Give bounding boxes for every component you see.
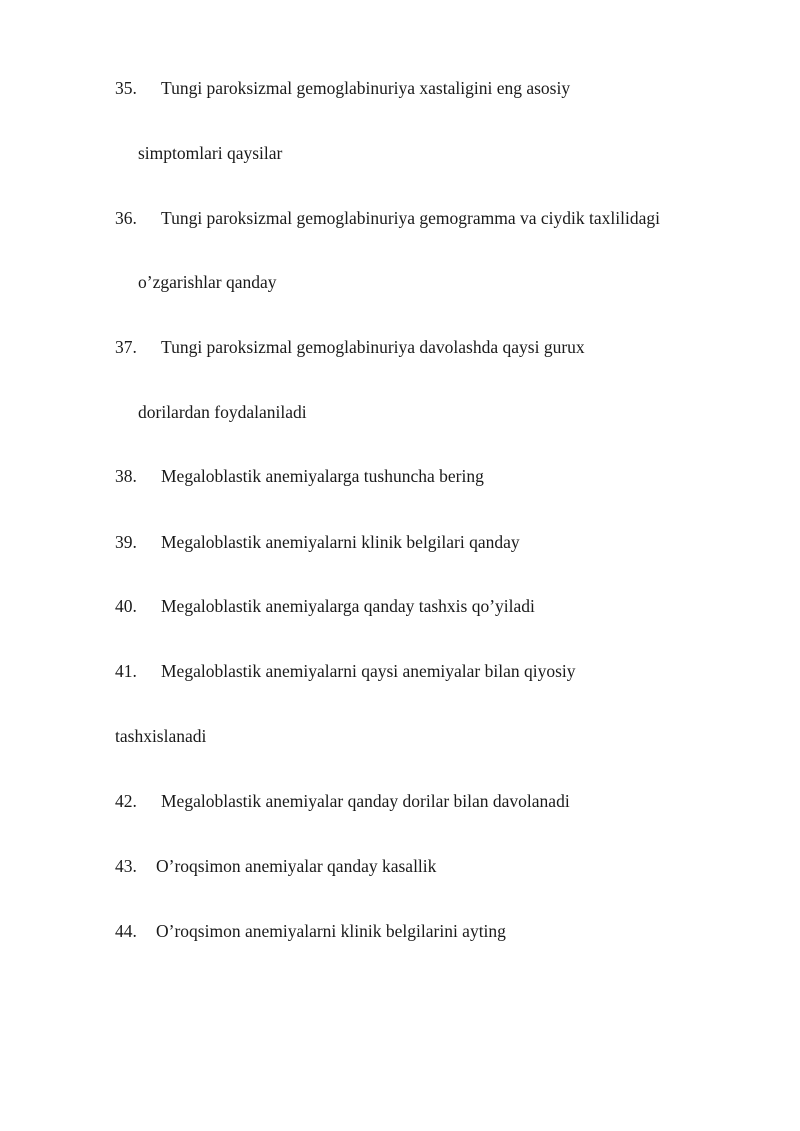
question-38 — [115, 465, 484, 487]
question-text: Megaloblastik anemiyalarni qaysi anemiyalar bilan qiyosiy — [161, 661, 576, 681]
question-text: O’roqsimon anemiyalar qanday kasallik — [156, 856, 437, 876]
question-36-continuation: o’zgarishlar qanday — [138, 272, 277, 292]
question-number: 36. — [115, 208, 137, 228]
question-number: 37. — [115, 337, 137, 357]
question-37-continuation: dorilardan foydalaniladi — [138, 402, 307, 422]
question-36 — [115, 207, 660, 229]
question-number: 39. — [115, 532, 137, 552]
question-number: 43. — [115, 856, 137, 876]
question-text: Megaloblastik anemiyalarga qanday tashxis qo’yiladi — [161, 596, 535, 616]
question-text: Megaloblastik anemiyalar qanday dorilar bilan davolanadi — [161, 791, 570, 811]
question-number: 38. — [115, 466, 137, 486]
question-41-continuation: tashxislanadi — [115, 726, 207, 746]
question-number: 41. — [115, 661, 137, 681]
question-number: 35. — [115, 78, 137, 98]
question-text: Tungi paroksizmal gemoglabinuriya xastaligini eng asosiy — [161, 78, 571, 98]
question-42 — [115, 790, 570, 812]
question-37 — [115, 336, 585, 358]
question-text: Tungi paroksizmal gemoglabinuriya gemogramma va ciydik taxlilidagi — [161, 208, 660, 228]
question-35 — [115, 77, 570, 99]
question-35-continuation: simptomlari qaysilar — [138, 143, 283, 163]
question-text: O’roqsimon anemiyalarni klinik belgilarini ayting — [156, 921, 506, 941]
question-text: Megaloblastik anemiyalarga tushuncha bering — [161, 466, 484, 486]
question-43 — [115, 855, 436, 877]
question-41 — [115, 660, 576, 682]
question-40 — [115, 595, 535, 617]
question-text: Tungi paroksizmal gemoglabinuriya davolashda qaysi gurux — [161, 337, 585, 357]
question-39 — [115, 531, 520, 553]
question-text: Megaloblastik anemiyalarni klinik belgilari qanday — [161, 532, 520, 552]
question-number: 40. — [115, 596, 137, 616]
question-number: 42. — [115, 791, 137, 811]
question-44 — [115, 920, 506, 942]
question-number: 44. — [115, 921, 137, 941]
